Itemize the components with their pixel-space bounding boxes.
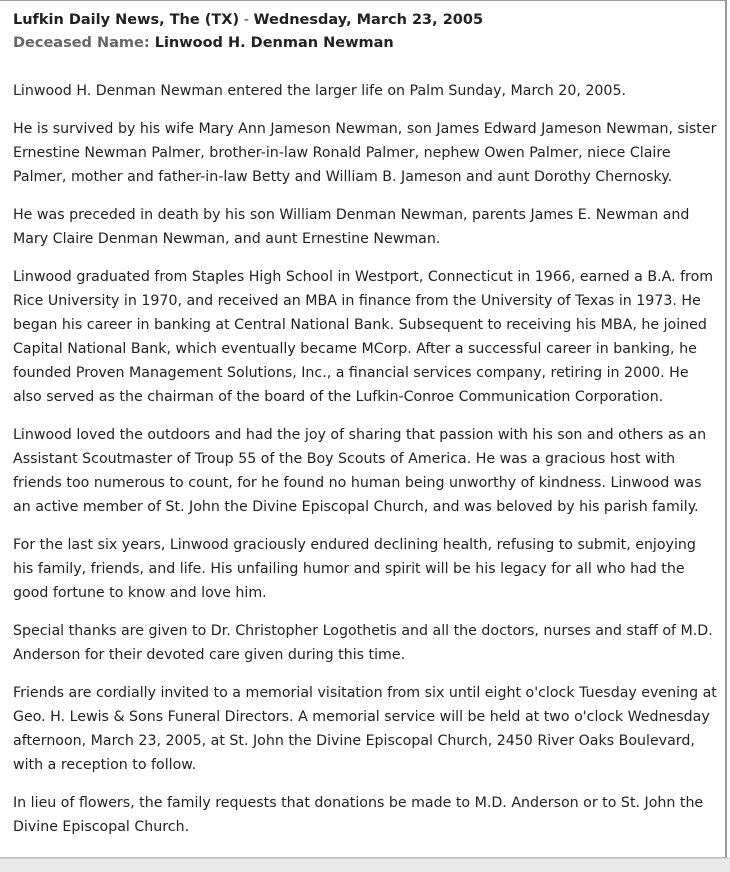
deceased-label: Deceased Name: xyxy=(13,35,150,51)
paragraph: He was preceded in death by his son William Denman Newman, parents James E. Newman and Mary Claire Denman Newman, and aunt Ernestine Newman. xyxy=(13,207,690,247)
deceased-line xyxy=(13,32,717,55)
paragraph: For the last six years, Linwood graciously endured declining health, refusing to submit, enjoying his family, friends, and life. His unfailing humor and spirit will be his legacy for all who had the good fortune to know and love him. xyxy=(13,537,696,601)
paragraph: Friends are cordially invited to a memorial visitation from six until eight o'clock Tuesday evening at Geo. H. Lewis & Sons Funeral Directors. A memorial service will be held at two o'clock Wednesday afternoon, March 23, 2005, at St. John the Divine Episcopal Church, 2450 River Oaks Boulevard, with a reception to follow. xyxy=(13,685,717,773)
publication-header xyxy=(13,9,717,32)
publication-date: Wednesday, March 23, 2005 xyxy=(253,12,484,28)
header-separator: - xyxy=(239,12,254,28)
obituary-content xyxy=(13,9,717,853)
paragraph: Special thanks are given to Dr. Christopher Logothetis and all the doctors, nurses and staff of M.D. Anderson for their devoted care given during this time. xyxy=(13,623,713,663)
obituary-body xyxy=(13,79,717,839)
paragraph: Linwood graduated from Staples High School in Westport, Connecticut in 1966, earned a B.A. from Rice University in 1970, and received an MBA in finance from the University of Texas in 1973. He began his career in banking at Central National Bank. Subsequent to receiving his MBA, he joined Capital National Bank, which eventually became MCorp. After a successful career in banking, he founded Proven Management Solutions, Inc., a financial services company, retiring in 2000. He also served as the chairman of the board of the Lufkin-Conroe Communication Corporation. xyxy=(13,269,714,405)
paragraph: Linwood loved the outdoors and had the joy of sharing that passion with his son and others as an Assistant Scoutmaster of Troup 55 of the Boy Scouts of America. He was a gracious host with friends too numerous to count, for he found no human being unworthy of kindness. Linwood was an active member of St. John the Divine Episcopal Church, and was beloved by his parish family. xyxy=(13,427,707,515)
paragraph: In lieu of flowers, the family requests that donations be made to M.D. Anderson or to St. John the Divine Episcopal Church. xyxy=(13,795,704,835)
publication-name: Lufkin Daily News, The (TX) xyxy=(13,12,240,28)
deceased-name: Linwood H. Denman Newman xyxy=(154,35,394,51)
paragraph: He is survived by his wife Mary Ann Jameson Newman, son James Edward Jameson Newman, sister Ernestine Newman Palmer, brother-in-law Ronald Palmer, nephew Owen Palmer, niece Claire Palmer, mother and father-in-law Betty and William B. Jameson and aunt Dorothy Chernosky. xyxy=(13,121,717,185)
bottom-scroll-strip xyxy=(0,858,730,872)
paragraph: Linwood H. Denman Newman entered the larger life on Palm Sunday, March 20, 2005. xyxy=(13,83,626,99)
